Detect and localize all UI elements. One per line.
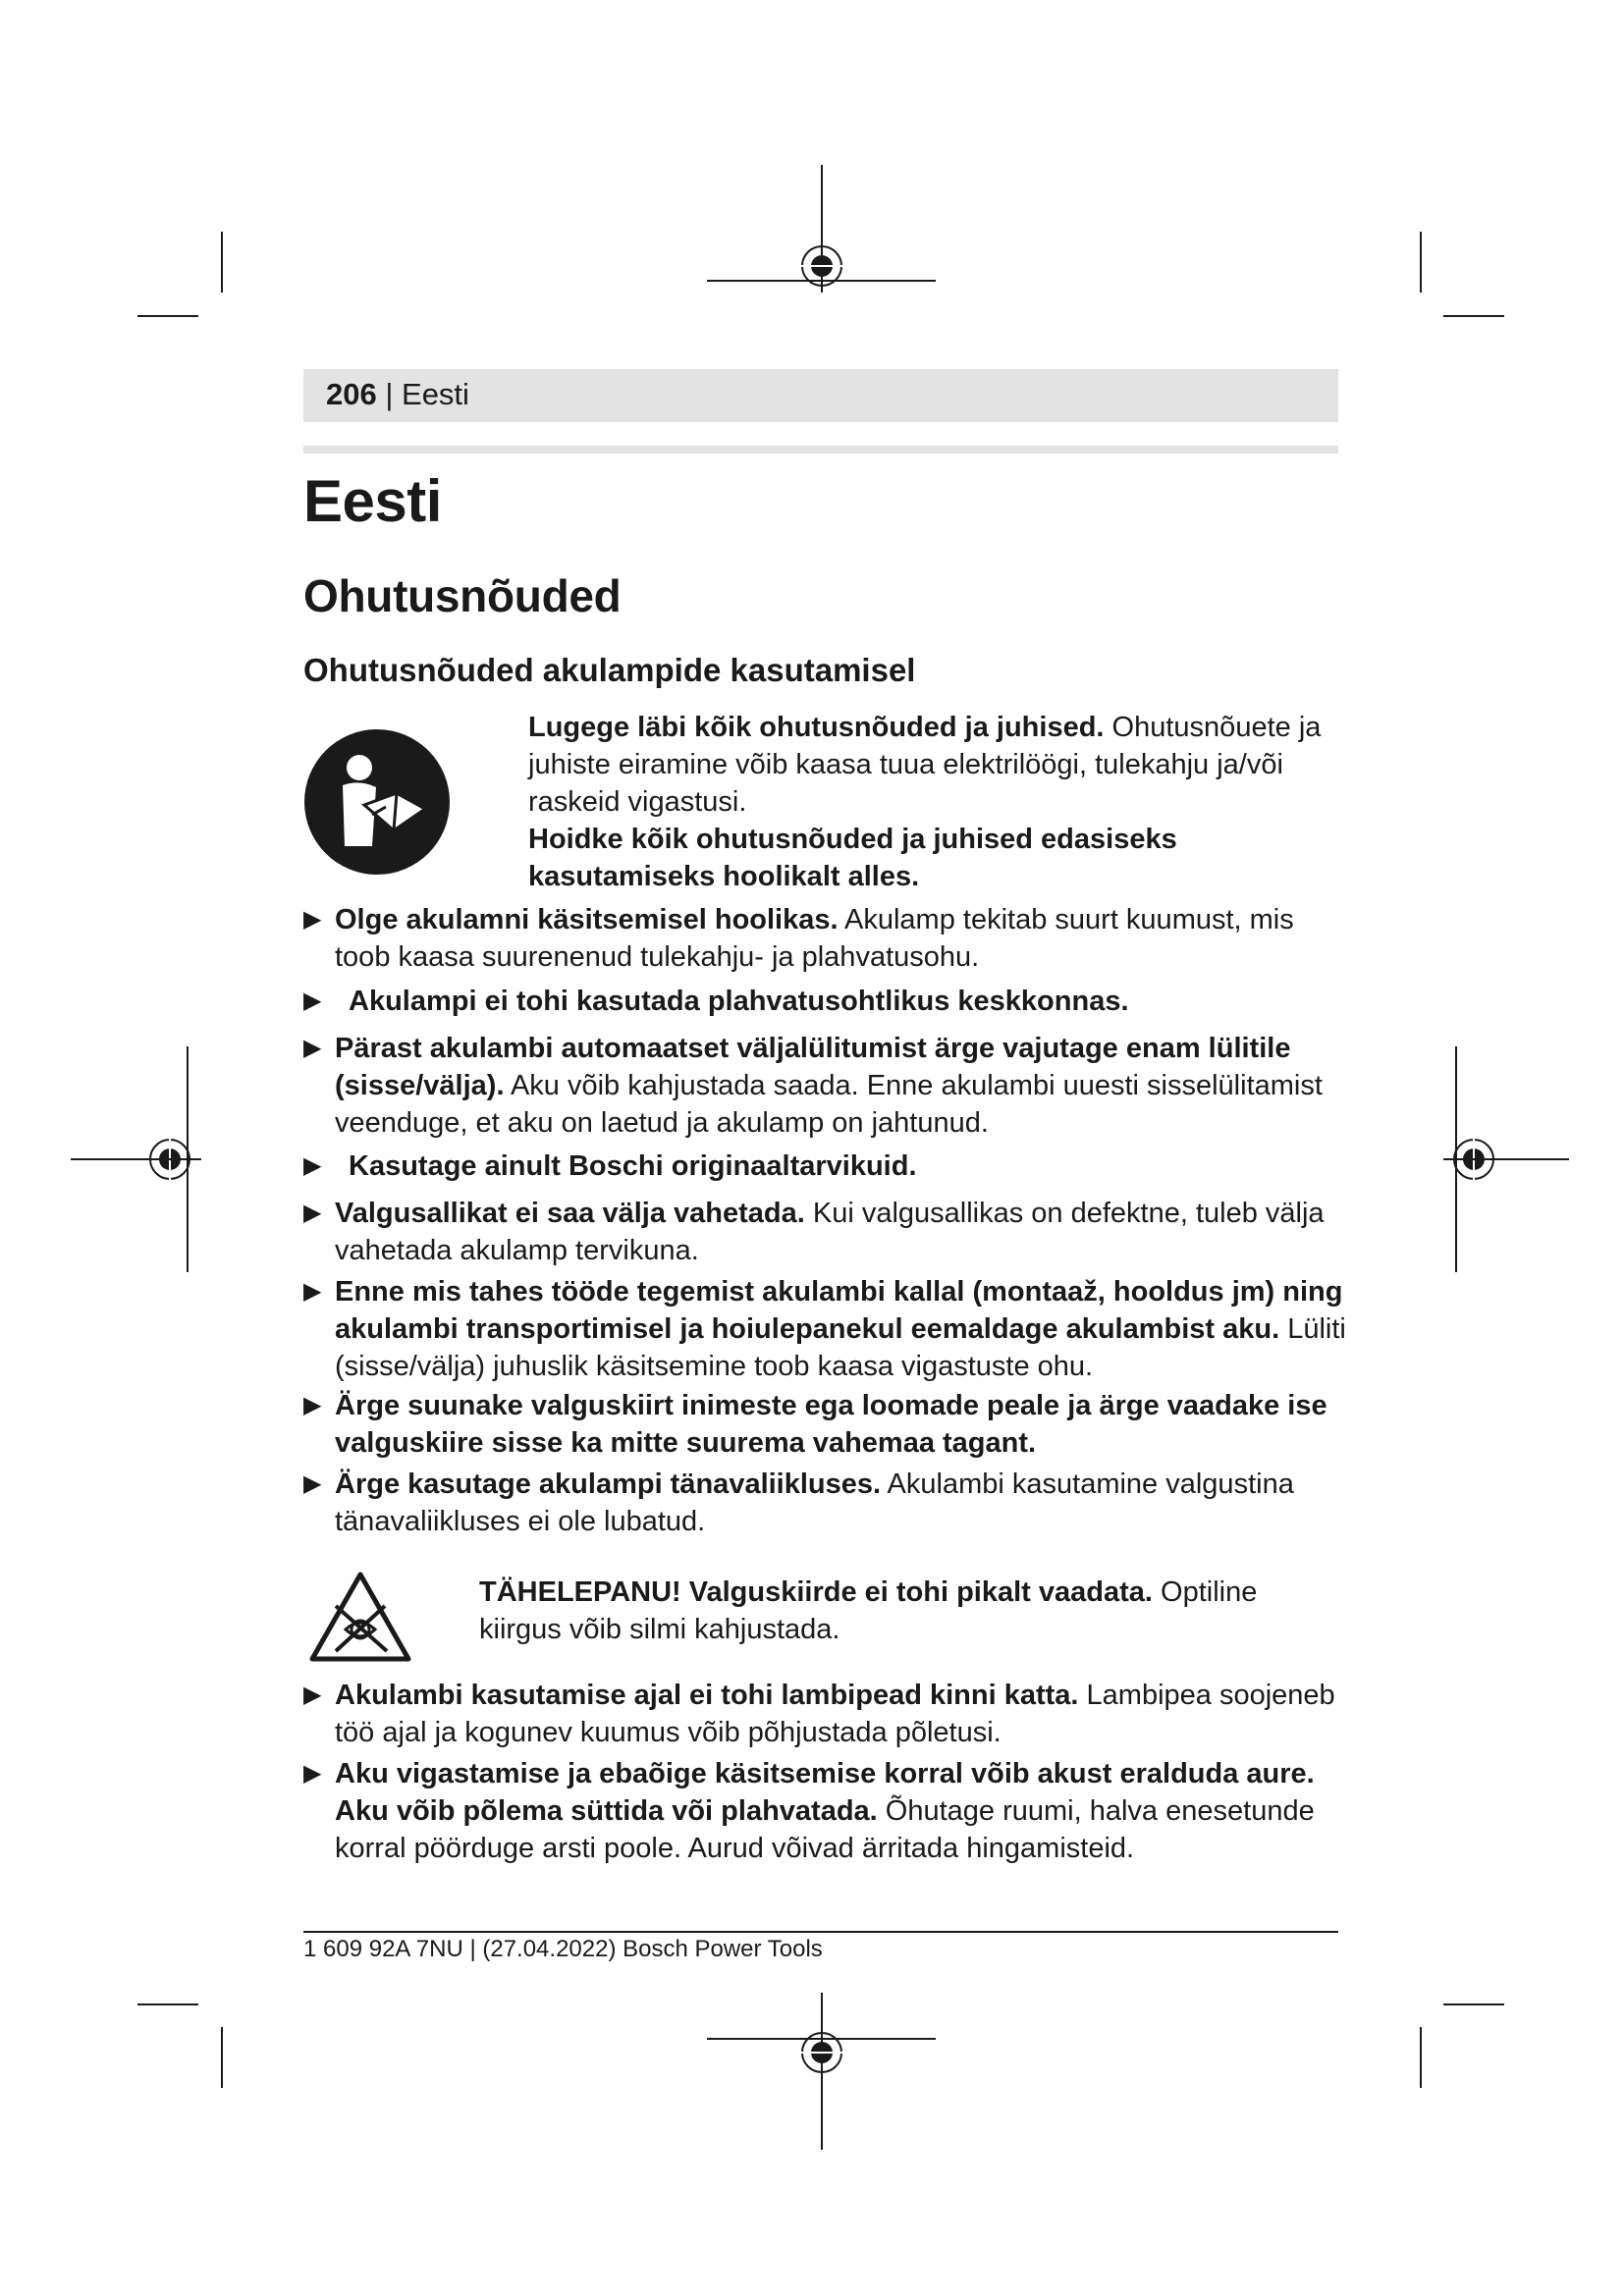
crop-mark: [221, 2027, 223, 2088]
header-divider: [303, 446, 1338, 454]
section-heading: Ohutusnõuded: [303, 570, 622, 621]
intro-bold: Lugege läbi kõik ohutusnõuded ja juhised.: [528, 712, 1105, 743]
laser-warning: [479, 1574, 1333, 1648]
read-manual-icon: [303, 728, 451, 876]
registration-mark-icon: [145, 1135, 194, 1184]
bullet-text: Kui valgusallikas on defektne, tuleb välja vahetada akulamp tervikuna.: [335, 1198, 1325, 1266]
crop-mark: [137, 2003, 198, 2005]
triangle-bullet-icon: ▶: [303, 1470, 322, 1497]
bullet-text: Aku võib kahjustada saada. Enne akulambi uuesti sisselülitamist veenduge, et aku on laetud ja akulamp on jahtunud.: [335, 1070, 1323, 1139]
laser-warning-icon: [306, 1569, 414, 1667]
bullet-bold: Enne mis tahes tööde tegemist akulambi kallal (montaaž, hooldus jm) ning akulambi transportimisel ja hoiulepanekul eemaldage akulambist aku.: [335, 1276, 1343, 1345]
triangle-bullet-icon: ▶: [303, 1200, 322, 1226]
warning-text: Optiline kiirgus võib silmi kahjustada.: [479, 1576, 1258, 1645]
triangle-bullet-icon: ▶: [303, 1278, 322, 1305]
header-section: Eesti: [402, 377, 469, 411]
crop-mark: [1420, 232, 1422, 293]
bullet-bold: Pärast akulambi automaatset väljalülitumist ärge vajutage enam lülitile (sisse/välja).: [335, 1033, 1291, 1101]
footer-divider: [303, 1931, 1338, 1933]
bullet-text: Lüliti (sisse/välja) juhuslik käsitsemine toob kaasa vigastuste ohu.: [335, 1313, 1346, 1382]
keep-instructions: [528, 821, 1333, 895]
crop-mark: [137, 315, 198, 317]
triangle-bullet-icon: ▶: [303, 1682, 322, 1708]
registration-mark-icon: [797, 241, 846, 291]
page-title: Eesti: [303, 468, 442, 534]
registration-mark-icon: [797, 2028, 846, 2077]
triangle-bullet-icon: ▶: [303, 1152, 322, 1179]
bullet-bold: Akulambi kasutamise ajal ei tohi lambipead kinni katta.: [335, 1680, 1079, 1711]
triangle-bullet-icon: ▶: [303, 1035, 322, 1061]
page-footer: 1 609 92A 7NU | (27.04.2022) Bosch Power Tools: [303, 1936, 823, 1962]
bullet-text: Lambipea soojeneb töö ajal ja kogunev kuumus võib põhjustada põletusi.: [335, 1680, 1335, 1748]
bullet-bold: Aku vigastamise ja ebaõige käsitsemise korral võib akust eralduda aure. Aku võib põlema süttida või plahvatada.: [335, 1758, 1315, 1827]
warning-bold: TÄHELEPANU! Valguskiirde ei tohi pikalt vaadata.: [479, 1576, 1153, 1608]
bullet-bold: Akulampi ei tohi kasutada plahvatusohtlikus keskkonnas.: [349, 986, 1129, 1017]
keep-instructions-bold: Hoidke kõik ohutusnõuded ja juhised edasiseks kasutamiseks hoolikalt alles.: [528, 824, 1177, 892]
bullet-bold: Olge akulamni käsitsemisel hoolikas.: [335, 904, 839, 935]
registration-mark-icon: [1449, 1135, 1498, 1184]
triangle-bullet-icon: ▶: [303, 1760, 322, 1787]
page-number: 206: [326, 377, 377, 411]
triangle-bullet-icon: ▶: [303, 906, 322, 933]
triangle-bullet-icon: ▶: [303, 1392, 322, 1418]
crop-mark: [221, 232, 223, 293]
bullet-text: Akulamp tekitab suurt kuumust, mis toob kaasa suurenenud tulekahju- ja plahvatusohu.: [335, 904, 1294, 973]
bullet-bold: Ärge suunake valguskiirt inimeste ega loomade peale ja ärge vaadake ise valguskiire sisse ka mitte suurema vahemaa tagant.: [335, 1390, 1327, 1459]
crop-mark: [1443, 2003, 1504, 2005]
intro-paragraph: [528, 709, 1333, 821]
sub-heading: Ohutusnõuded akulampide kasutamisel: [303, 652, 916, 688]
triangle-bullet-icon: ▶: [303, 988, 322, 1014]
page-header: 206 | Eesti: [326, 377, 469, 411]
crop-mark: [1420, 2027, 1422, 2088]
bullet-bold: Valgusallikat ei saa välja vahetada.: [335, 1198, 805, 1229]
bullet-bold: Ärge kasutage akulampi tänavaliikluses.: [335, 1468, 882, 1500]
bullet-bold: Kasutage ainult Boschi originaaltarvikuid.: [349, 1150, 917, 1182]
bullet-text: Õhutage ruumi, halva enesetunde korral pöörduge arsti poole. Aurud võivad ärritada hingamisteid.: [335, 1795, 1315, 1864]
intro-text: Ohutusnõuete ja juhiste eiramine võib kaasa tuua elektrilöögi, tulekahju ja/või raskeid vigastusi.: [528, 712, 1322, 818]
crop-mark: [1443, 315, 1504, 317]
bullet-text: Akulambi kasutamine valgustina tänavaliikluses ei ole lubatud.: [335, 1468, 1294, 1537]
